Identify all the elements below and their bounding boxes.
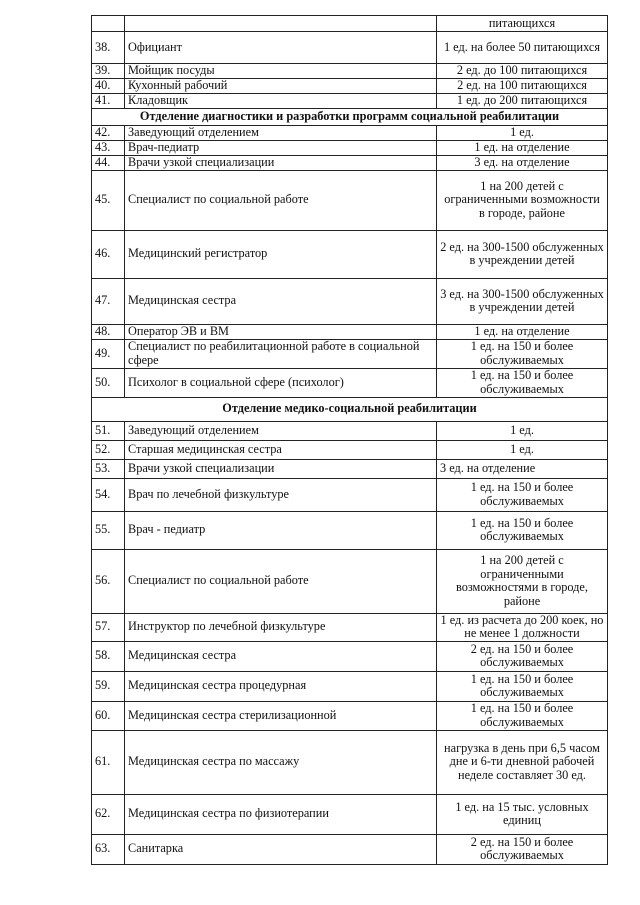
- table-row: [92, 671, 608, 701]
- staffing-norm: 1 ед. на более 50 питающихся: [437, 32, 608, 64]
- row-number: 46.: [92, 230, 125, 278]
- position-name: Медицинский регистратор: [125, 230, 437, 278]
- table-row: [92, 140, 608, 155]
- row-number: 43.: [92, 140, 125, 155]
- position-name: Мойщик посуды: [125, 64, 437, 79]
- position-name: Кухонный рабочий: [125, 79, 437, 94]
- staffing-norm: 1 ед. на 150 и более обслуживаемых: [437, 671, 608, 701]
- row-number: 59.: [92, 671, 125, 701]
- table-row: [92, 511, 608, 549]
- table-row-continuation: [92, 16, 608, 32]
- table-row: [92, 125, 608, 140]
- table-row: [92, 324, 608, 339]
- position-name: Инструктор по лечебной физкультуре: [125, 613, 437, 641]
- position-name: Медицинская сестра: [125, 278, 437, 324]
- table-row: [92, 459, 608, 478]
- row-number: 45.: [92, 170, 125, 230]
- row-number: 51.: [92, 421, 125, 440]
- table-row: [92, 478, 608, 511]
- position-name: Заведующий отделением: [125, 125, 437, 140]
- table-row: [92, 278, 608, 324]
- row-number: 54.: [92, 478, 125, 511]
- row-number: 49.: [92, 339, 125, 368]
- staffing-norm: 1 ед.: [437, 125, 608, 140]
- table-row: [92, 794, 608, 834]
- staffing-norm: 2 ед. до 100 питающихся: [437, 64, 608, 79]
- section-header-row: [92, 109, 608, 126]
- staffing-norm: 1 ед. на 15 тыс. условных единиц: [437, 794, 608, 834]
- row-number: 44.: [92, 155, 125, 170]
- row-number: 39.: [92, 64, 125, 79]
- norm-value-cell: питающихся: [437, 16, 608, 32]
- table-row: [92, 641, 608, 671]
- row-number: 62.: [92, 794, 125, 834]
- table-row: [92, 32, 608, 64]
- row-number: 61.: [92, 730, 125, 794]
- staffing-norm: 3 ед. на отделение: [437, 155, 608, 170]
- position-name: Медицинская сестра стерилизационной: [125, 701, 437, 730]
- staffing-norm: 2 ед. на 150 и более обслуживаемых: [437, 641, 608, 671]
- staffing-table-page: [91, 15, 608, 865]
- section-title: Отделение диагностики и разработки программ социальной реабилитации: [92, 109, 608, 126]
- table-row: [92, 64, 608, 79]
- position-name: Заведующий отделением: [125, 421, 437, 440]
- row-number: 53.: [92, 459, 125, 478]
- position-name: Медицинская сестра процедурная: [125, 671, 437, 701]
- position-name: Специалист по социальной работе: [125, 549, 437, 613]
- staffing-norm: 1 ед. на 150 и более обслуживаемых: [437, 478, 608, 511]
- position-name: Санитарка: [125, 834, 437, 864]
- staffing-norm: 1 на 200 детей с ограниченными возможностями в городе, районе: [437, 549, 608, 613]
- row-number: 41.: [92, 94, 125, 109]
- staffing-norm: 1 ед. на 150 и более обслуживаемых: [437, 339, 608, 368]
- staffing-norm: 1 ед. на отделение: [437, 140, 608, 155]
- staffing-norm: 1 ед. на 150 и более обслуживаемых: [437, 511, 608, 549]
- row-number: 58.: [92, 641, 125, 671]
- staffing-norm: 2 ед. на 300-1500 обслуженных в учреждении детей: [437, 230, 608, 278]
- staffing-norm: 3 ед. на 300-1500 обслуженных в учреждении детей: [437, 278, 608, 324]
- staffing-table: [91, 15, 608, 865]
- row-number: 52.: [92, 440, 125, 459]
- position-name: Врач - педиатр: [125, 511, 437, 549]
- position-name: Медицинская сестра по физиотерапии: [125, 794, 437, 834]
- table-row: [92, 440, 608, 459]
- staffing-norm: 1 ед. на отделение: [437, 324, 608, 339]
- row-number: 50.: [92, 368, 125, 397]
- row-number: 48.: [92, 324, 125, 339]
- section-header-row: [92, 397, 608, 421]
- position-name: Врачи узкой специализации: [125, 155, 437, 170]
- staffing-norm: 1 ед. на 150 и более обслуживаемых: [437, 368, 608, 397]
- position-name: Кладовщик: [125, 94, 437, 109]
- table-row: [92, 701, 608, 730]
- row-number: 60.: [92, 701, 125, 730]
- table-row: [92, 834, 608, 864]
- staffing-norm: 3 ед. на отделение: [437, 459, 608, 478]
- row-number: 63.: [92, 834, 125, 864]
- staffing-table-body: [92, 16, 608, 865]
- table-row: [92, 339, 608, 368]
- table-row: [92, 421, 608, 440]
- staffing-norm: 1 ед. до 200 питающихся: [437, 94, 608, 109]
- staffing-norm: 1 ед.: [437, 440, 608, 459]
- table-row: [92, 155, 608, 170]
- row-number: 47.: [92, 278, 125, 324]
- position-name: Специалист по реабилитационной работе в социальной сфере: [125, 339, 437, 368]
- position-name: Врач по лечебной физкультуре: [125, 478, 437, 511]
- row-number: 42.: [92, 125, 125, 140]
- position-name: Специалист по социальной работе: [125, 170, 437, 230]
- staffing-norm: 2 ед. на 150 и более обслуживаемых: [437, 834, 608, 864]
- row-number-cell: [92, 16, 125, 32]
- position-name: Медицинская сестра: [125, 641, 437, 671]
- position-name: Медицинская сестра по массажу: [125, 730, 437, 794]
- section-title: Отделение медико-социальной реабилитации: [92, 397, 608, 421]
- position-name: Врачи узкой специализации: [125, 459, 437, 478]
- staffing-norm: 1 ед.: [437, 421, 608, 440]
- row-number: 57.: [92, 613, 125, 641]
- position-name: Психолог в социальной сфере (психолог): [125, 368, 437, 397]
- staffing-norm: 2 ед. на 100 питающихся: [437, 79, 608, 94]
- row-number: 55.: [92, 511, 125, 549]
- position-name: Оператор ЭВ и ВМ: [125, 324, 437, 339]
- staffing-norm: 1 на 200 детей с ограниченными возможности в городе, районе: [437, 170, 608, 230]
- position-name-cell: [125, 16, 437, 32]
- table-row: [92, 730, 608, 794]
- row-number: 56.: [92, 549, 125, 613]
- table-row: [92, 79, 608, 94]
- position-name: Старшая медицинская сестра: [125, 440, 437, 459]
- row-number: 40.: [92, 79, 125, 94]
- table-row: [92, 170, 608, 230]
- row-number: 38.: [92, 32, 125, 64]
- table-row: [92, 613, 608, 641]
- position-name: Врач-педиатр: [125, 140, 437, 155]
- table-row: [92, 549, 608, 613]
- position-name: Официант: [125, 32, 437, 64]
- table-row: [92, 94, 608, 109]
- staffing-norm: нагрузка в день при 6,5 часом дне и 6-ти дневной рабочей неделе составляет 30 ед.: [437, 730, 608, 794]
- staffing-norm: 1 ед. из расчета до 200 коек, но не менее 1 должности: [437, 613, 608, 641]
- staffing-norm: 1 ед. на 150 и более обслуживаемых: [437, 701, 608, 730]
- table-row: [92, 230, 608, 278]
- table-row: [92, 368, 608, 397]
